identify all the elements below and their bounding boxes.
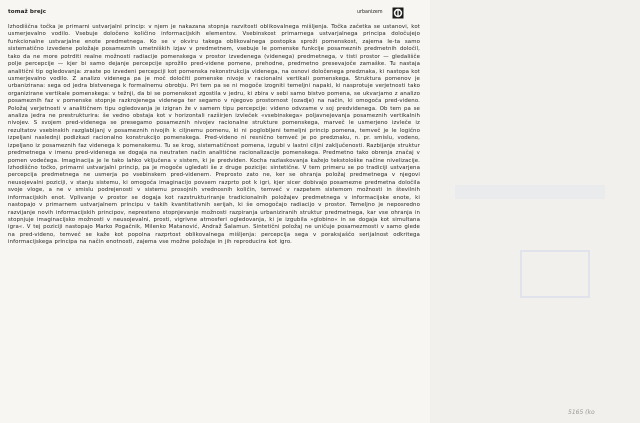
pencil-margin-note: 5165 (ko (568, 409, 595, 416)
header-label: urbanizem (357, 10, 383, 15)
show-through-figure (520, 250, 590, 298)
circle-emblem-icon (392, 7, 404, 19)
body-paragraph: Izhodiščna točka je primarni ustvarjalni princip: v njem je nakazana stopnja razvitosti oblikovalnega mišljenja. Točka začetka se ustanovi, kot usmerjevalno vodilo. Vsebuje določeno količino informacijskih elementov. Vsebinskost primarnega ustvarjalnega principa določujejo funkcionalne ustvarjalne enote predmetnega. Ko se v okviru takega oblikovalnega postopka sproži pomenskost, zajema le-ta samo sistematično izvedene položaje posameznih umetniških izjav v predmetnem, vsebuje le pomenske funkcije posameznih predmetnih določil, tako da ne more potrditi realne možnosti radiacije pomenskega v prostor izvedenega (videnega) predmetnega, v tisti prostor — gledališče polje percepcije — kjer bi samo dejanje percepcije sprožilo pred-videne pomene, prehodne, predmetno presevajoče zamaške. Tu nastaja analitični tip ogledovanja: zraste po izvedeni percepciji kot pomenska rekonstrukcija videnega, na osnovi določenega predznaka, ki nastopa kot usmerjevalno vodilo. Z analizo videnega pa je moč določiti pomenske nivoje v racionalni vertikali pomenskega. Struktura pomenov je urbanizirana: sega od jedra bistvenega k formalnemu obrobju. Pri tem pa se ni mogoče izogniti temeljni napaki, ki nasprotuje verjetnosti tako organizirane vertikale pomenskega: v težnji, da bi se pomenskost zgostila v jedru, ki zbira v sebi samo bistvo pomena, se ukvarjamo z analizo posameznih faz v pomenske stopnje razkrojenega videnega ter segamo v njegovo prostornost (ozadje) na način, ki omogoča pred-videno. Položaj verjetnosti v analitičnem tipu ogledovanja je izigran že v samem tipu percepcije: videno odvzame v soj predvidenega. Ob tem pa se analiza jedra ne prestrukturira: še vedno obstaja kot v horizontali razširjen izvleček «vsebinskega» poljavnejevanja posameznih vertikalnih nivojev. S svojem pred-videnega se presegamo posameznih nivojev racionalne strukture pomenskega, marveč le usmerjeno izvleče iz rezultatov vsebinskih razglabljanj v posameznih nivojih k ciljnemu pomenu, ki ni poglobljeni temeljni princip pomena, temveč je le logično izpeljani naslednji podizkazi racionalno konstrukcijo pomenskega. Pred-videno ni resnično temveč je po predznaku, n. pr. smislu, vodeno, izpeljano iz posameznih faz videnega k pomenskemu. Tu se krog, sistematičnost pomena, izgubi v lastni ciljni zaključenosti. Razbijanje struktur predmetnega v imenu pred-videnega se dogaja na neutraten način analitične racionalizacije pomenskega. Predmetno tako obrenja značaj v pomen vodečega. Imaginacija je le tako lahko vključena v sistem, ki je predviden. Kocha razlaskovanja kažejo tekstološke načine nivelizacije. Izhodiščno točko, primarni ustvarjalni princip, pa je mogoče ugledati še z druge pozicije: sintetične. V tem primeru se po tradiciji ustvarjena percepcija predmetnega ne usmerja po vsebinskem pred-videnem. Preprosto zato ne, ker se ohranja položaj predmetnega v njegovi neusojevalni poziciji, v stanju sistemu, ki omogoča imaginacijo povsem razprto pot k igri, kjer sicer dobivajo posamezne predmetna določila svoje vloge, a ne v smislu podrejenosti v sistemu prosojnih vrednosnih količin, temveč v razpetem sistemom možnosti in številnih informacijskih enot. Vplivanje v prostor se dogaja kot razstrukturiranje tradicionalnih položajev predmetnega v informacijske enote, ki nastopajo v primarnem ustvarjalnem principu v takih kvantitativnih serijah, ki še omogočajo radiacijo v prostor. Temeljno je neposredno razvijanje novih informacijskih principov, nepresteno stopnjevanje možnosti razpiranja urbaniziranih struktur predmetnega, kar vse ohranja in stopnjuje imaginacijsko možnosti v neusojevalni, prosti, vigrivne atmosferi ogledovanja, ki je izgubila »globino« in se dogaja kot simultana igra«. V tej poziciji nastopajo Marko Pogačnik, Milenko Matanović, Andraž Šalamun. Sintetični položaj ne uničuje posamezmosti v samo glede na pred-videno, temveč se kaže kot popolna razprtost oblikovalnega mišljenja: percepcija sega v poraksjaščo serijalnost odkritega informacijskega principa na način enotnosti, zajema vse možne položaje in jih reproducira kot igro. (8, 24, 420, 246)
author-name: tomaž brejc (8, 9, 47, 15)
body-text (8, 24, 420, 247)
show-through-band (455, 185, 605, 199)
facing-page (430, 0, 640, 423)
